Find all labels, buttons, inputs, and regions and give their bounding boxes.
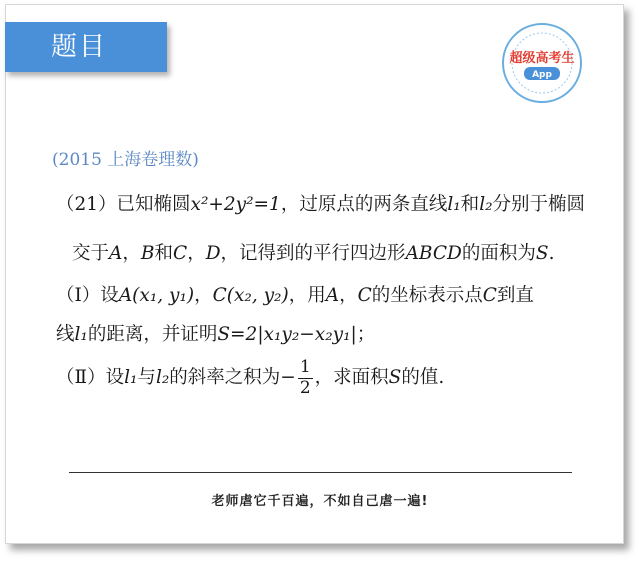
question-1-line-2: 线l₁的距离，并证明S=2|x₁y₂−x₂y₁|； [56, 324, 376, 345]
question-1-line-1: （Ⅰ）设A(x₁, y₁)，C(x₂, y₂)，用A，C的坐标表示点C到直 [56, 285, 534, 306]
logo-app-label: App [532, 70, 552, 80]
problem-stem-line-1: （21）已知椭圆x²+2y²=1，过原点的两条直线l₁和l₂分别于椭圆 [56, 194, 586, 215]
section-title-tab [5, 22, 167, 72]
gaokaosheng-logo [501, 22, 583, 104]
logo-wordmark: 超级高考生 [509, 51, 575, 66]
question-2: （Ⅱ）设l₁与l₂的斜率之积为− $\frac{1}{2}$ ，求面积S的值. [56, 357, 445, 398]
problem-stem-line-2: 交于A，B和C，D，记得到的平行四边形ABCD的面积为S. [72, 243, 555, 264]
problem-source: (2015 上海卷理数) [52, 150, 199, 170]
divider-line [69, 472, 572, 473]
section-title: 题目 [51, 32, 108, 62]
fraction-one-half: $\frac{1}{2}$ [299, 357, 311, 398]
footer-motto: 老师虐它千百遍，不如自己虐一遍! [211, 494, 429, 509]
